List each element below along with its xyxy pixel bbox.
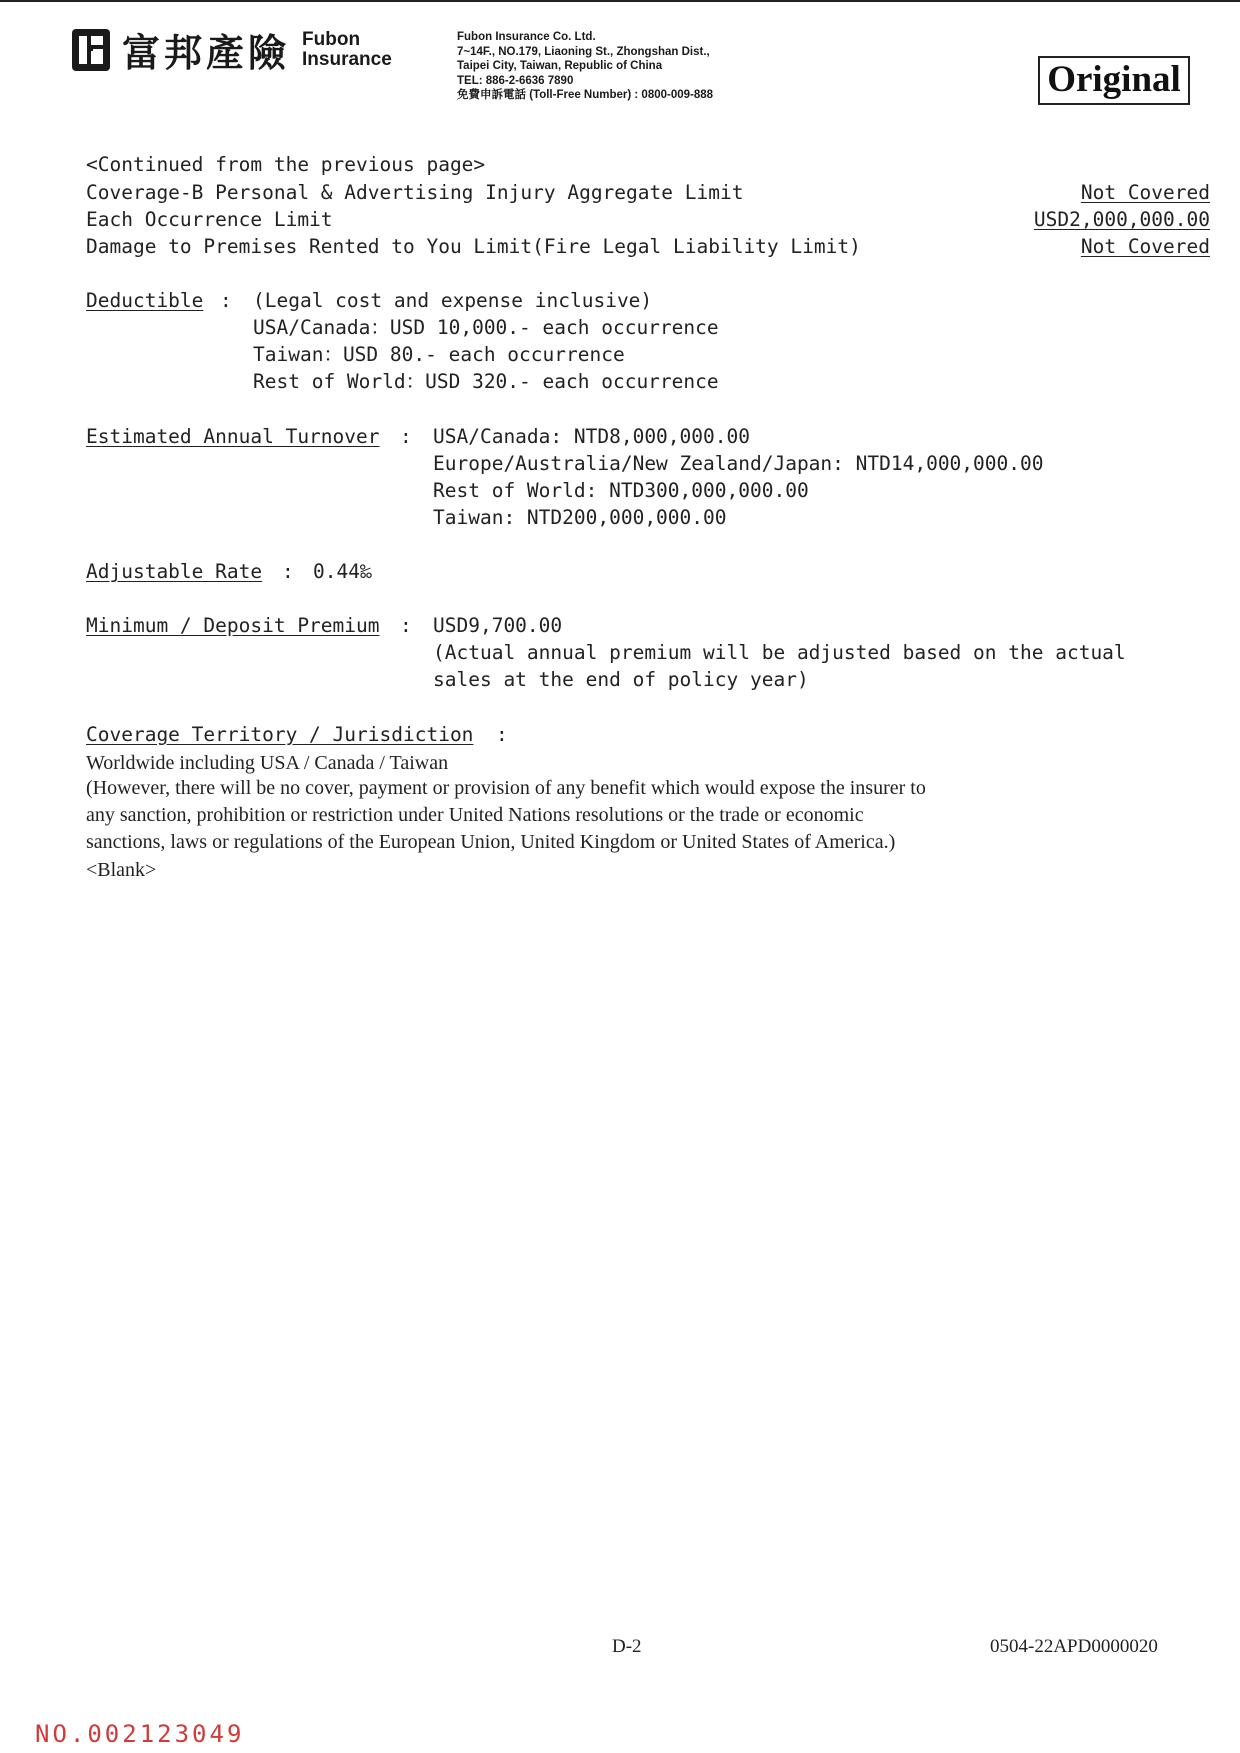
company-name: Fubon Insurance Co. Ltd. xyxy=(457,31,596,43)
premium-label: Minimum / Deposit Premium xyxy=(86,614,380,637)
page-number: D-2 xyxy=(612,1636,642,1657)
limit-value-damage-premises: Not Covered xyxy=(1080,235,1210,258)
limit-label-coverage-b: Coverage-B Personal & Advertising Injury Aggregate Limit xyxy=(86,181,744,204)
rate-colon: : xyxy=(282,560,294,583)
territory-line-1: Worldwide including USA / Canada / Taiwan xyxy=(86,752,449,774)
document-code: 0504-22APD0000020 xyxy=(990,1636,1158,1657)
company-address-1: 7~14F., NO.179, Liaoning St., Zhongshan Dist., xyxy=(457,45,710,58)
logo-en-line2: Insurance xyxy=(302,48,392,70)
turnover-line-4: Taiwan: NTD200,000,000.00 xyxy=(433,506,727,529)
deductible-colon: : xyxy=(220,289,232,312)
blank-marker: <Blank> xyxy=(86,859,157,881)
turnover-line-2: Europe/Australia/New Zealand/Japan: NTD14,000,000.00 xyxy=(433,452,1044,475)
territory-colon: : xyxy=(496,723,508,746)
turnover-line-3: Rest of World: NTD300,000,000.00 xyxy=(433,479,809,502)
territory-para-1: (However, there will be no cover, payment or provision of any benefit which would expose the insurer to xyxy=(86,777,926,799)
serial-number: NO.002123049 xyxy=(35,1720,245,1748)
premium-line-3: sales at the end of policy year) xyxy=(433,668,809,691)
logo-english-name xyxy=(302,30,392,70)
top-border xyxy=(0,0,1240,2)
deductible-line-2: USA/Canada：USD 10,000.- each occurrence xyxy=(253,316,719,339)
premium-colon: : xyxy=(400,614,412,637)
premium-line-2: (Actual annual premium will be adjusted based on the actual xyxy=(433,641,1126,664)
limit-value-coverage-b: Not Covered xyxy=(1080,181,1210,204)
company-logo xyxy=(70,22,392,77)
territory-para-3: sanctions, laws or regulations of the European Union, United Kingdom or United States of America.) xyxy=(86,831,896,853)
logo-chinese-name: 富邦產險 xyxy=(122,31,291,75)
company-address-2: Taipei City, Taiwan, Republic of China xyxy=(457,60,663,72)
company-tel: TEL: 886-2-6636 7890 xyxy=(457,74,574,87)
territory-label: Coverage Territory / Jurisdiction xyxy=(86,723,474,746)
turnover-label: Estimated Annual Turnover xyxy=(86,425,380,448)
continued-note: <Continued from the previous page> xyxy=(86,153,486,176)
deductible-line-4: Rest of World：USD 320.- each occurrence xyxy=(253,370,719,393)
turnover-colon: : xyxy=(400,425,412,448)
premium-line-1: USD9,700.00 xyxy=(433,614,563,637)
logo-en-line1: Fubon xyxy=(302,28,361,50)
deductible-line-1: (Legal cost and expense inclusive) xyxy=(253,289,653,312)
company-address-block xyxy=(457,30,713,103)
territory-para-2: any sanction, prohibition or restriction under United Nations resolutions or the trade or economic xyxy=(86,804,864,826)
deductible-line-3: Taiwan：USD 80.- each occurrence xyxy=(253,343,625,366)
turnover-line-1: USA/Canada: NTD8,000,000.00 xyxy=(433,425,750,448)
company-toll-free: 免費申訴電話 (Toll-Free Number) : 0800-009-888 xyxy=(457,89,714,101)
original-stamp: Original xyxy=(1038,56,1190,105)
limit-label-damage-premises: Damage to Premises Rented to You Limit(Fire Legal Liability Limit) xyxy=(86,235,861,258)
fubon-logo-icon xyxy=(70,27,112,73)
rate-value: 0.44‰ xyxy=(313,560,372,583)
limit-label-each-occurrence: Each Occurrence Limit xyxy=(86,208,333,231)
limit-value-each-occurrence: USD2,000,000.00 xyxy=(1033,208,1210,231)
deductible-label: Deductible xyxy=(86,289,204,312)
rate-label: Adjustable Rate xyxy=(86,560,263,583)
